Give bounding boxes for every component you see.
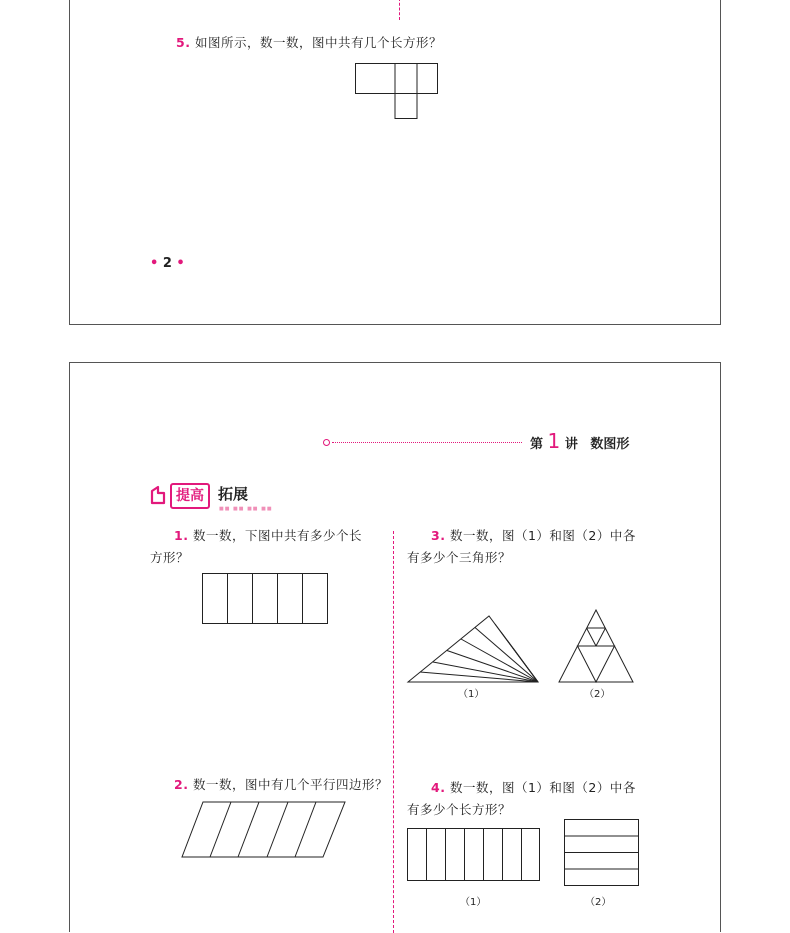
column-divider — [393, 531, 394, 933]
question-2 — [174, 774, 388, 796]
question-3-text-line2: 有多少个三角形？ — [407, 550, 512, 565]
question-5-number: 5. — [176, 35, 191, 50]
question-4 — [407, 777, 647, 821]
q3-label-2: （2） — [584, 689, 611, 700]
question-5 — [176, 32, 442, 54]
center-divider-top — [399, 0, 400, 20]
q3-figure-1 — [407, 615, 539, 683]
question-2-text: 数一数，图中有几个平行四边形？ — [192, 777, 388, 792]
question-4-text-line2: 有多少个长方形？ — [407, 802, 512, 817]
question-2-number: 2. — [174, 777, 189, 792]
q4-label-1: （1） — [460, 897, 487, 908]
page-bottom — [69, 362, 721, 932]
question-5-text: 如图所示，数一数，图中共有几个长方形？ — [194, 35, 442, 50]
section-title: 拓展 — [218, 485, 249, 503]
question-1-text-line1: 数一数，下图中共有多少个长 — [192, 528, 362, 543]
header-dot-icon — [323, 439, 330, 446]
q2-figure — [181, 801, 347, 859]
q1-figure — [202, 573, 329, 624]
section-deco-dots: ■■ ■■ ■■ ■■ — [219, 506, 273, 512]
chapter-prefix: 第 — [530, 437, 544, 452]
chapter-header — [530, 429, 629, 453]
question-3-text-line1: 数一数，图（1）和图（2）中各 — [449, 528, 636, 543]
question-1-number: 1. — [174, 528, 189, 543]
q3-figure-2 — [558, 609, 634, 683]
q4-label-2: （2） — [585, 897, 612, 908]
question-1-text-line2: 方形？ — [150, 550, 190, 565]
question-3-number: 3. — [431, 528, 446, 543]
page-number-top: • 2 • — [150, 256, 185, 271]
question-1 — [150, 525, 380, 569]
q5-figure — [355, 63, 439, 121]
page-number-text: 2 — [162, 256, 172, 271]
header-rule — [332, 442, 522, 443]
section-arrow-icon — [148, 485, 168, 505]
section-badge: 提高 — [170, 483, 210, 509]
chapter-suffix: 讲 — [564, 437, 578, 452]
chapter-title: 数图形 — [590, 437, 630, 452]
question-4-text-line1: 数一数，图（1）和图（2）中各 — [449, 780, 636, 795]
chapter-number: 1 — [547, 429, 561, 453]
question-4-number: 4. — [431, 780, 446, 795]
question-3 — [407, 525, 647, 569]
page-top — [69, 0, 721, 325]
q3-label-1: （1） — [458, 689, 485, 700]
q4-figure-2 — [564, 819, 640, 887]
q4-figure-1 — [407, 828, 541, 882]
